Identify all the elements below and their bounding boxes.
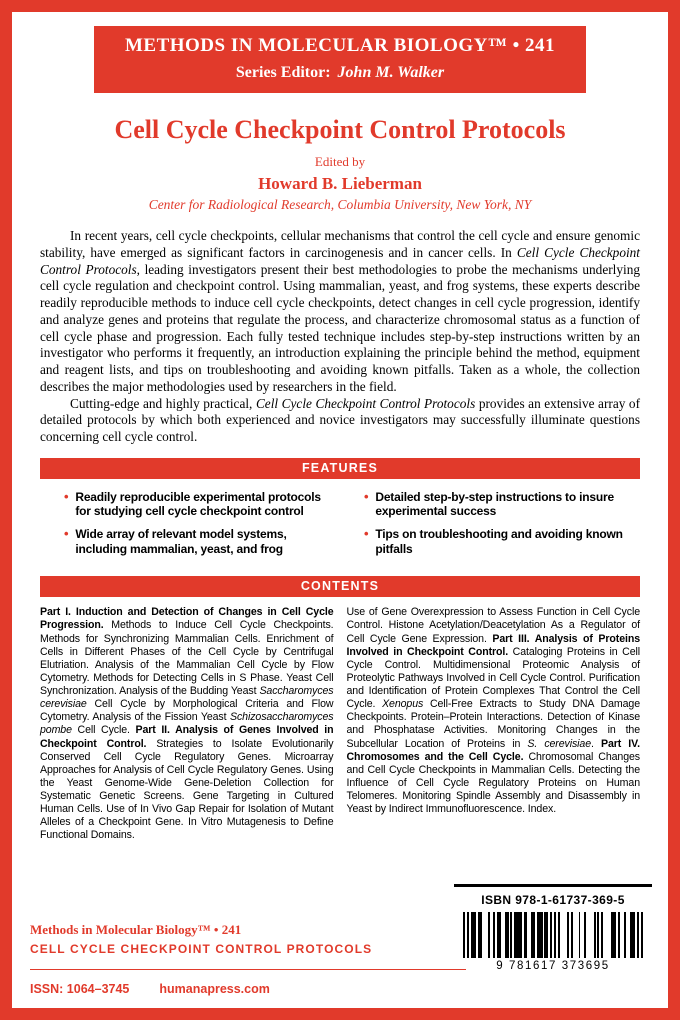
features-list xyxy=(40,490,640,565)
book-title-footer: CELL CYCLE CHECKPOINT CONTROL PROTOCOLS xyxy=(30,942,373,956)
contents-section xyxy=(40,606,640,842)
contents-right-column: Use of Gene Overexpression to Assess Function in Cell Cycle Control. Histone Acetylation/Deacetylation As a Regulator of Cell Cycle Gene Expression. Part III. Analysis of Proteins Involved in Checkpoint Control. Cataloging Proteins in Cell Cycle Control. Multidimensional Proteomic Analysis of Proteolytic Pathways Involved in Cell Cycle Control. Purification and Identification of Protein Complexes That Control the Cell Cycle. Xenopus Cell-Free Extracts to Study DNA Damage Checkpoints. Protein–Protein Interactions. Detection of Kinase and Phosphatase Activities. Monitoring Changes in the Subcellular Location of Proteins in S. cerevisiae. Part IV. Chromosomes and the Cell Cycle. Chromosomal Changes and Cell Cycle Checkpoints in Mammalian Cells. Detecting the Influence of Cell Cycle Regulatory Proteins on Human Telomeres. Monitoring Spindle Assembly and Disassembly in Yeast by Indirect Immunofluorescence. Index. xyxy=(346,606,641,816)
red-divider xyxy=(30,969,466,970)
bullet-icon: • xyxy=(364,526,369,541)
issn-row xyxy=(30,982,270,996)
feature-item-text: Wide array of relevant model systems, including mammalian, yeast, and frog xyxy=(75,527,287,556)
barcode-digits: 9 781617 373695 xyxy=(496,960,610,972)
bullet-icon: • xyxy=(364,488,369,504)
contents-heading: CONTENTS xyxy=(40,576,640,597)
isbn-block xyxy=(454,884,652,972)
features-heading: FEATURES xyxy=(40,458,640,479)
series-banner xyxy=(94,26,586,93)
feature-item-text: Detailed step-by-step instructions to insure experimental success xyxy=(375,489,614,519)
isbn-divider xyxy=(454,884,652,887)
series-editor-name: John M. Walker xyxy=(337,64,445,81)
editor-name: Howard B. Lieberman xyxy=(258,174,422,193)
features-right-column xyxy=(340,490,640,565)
series-footer xyxy=(30,922,372,956)
description-paragraph: In recent years, cell cycle checkpoints, cellular mechanisms that control the cell cycle and ensure genomic stability, have emerged as significant factors in carcinogenesis and in cancer cells. In Cell Cycle Checkpoint Control Protocols, leading investigators present their best methodologies to probe the mechanisms underlying cell cycle regulation and checkpoint control. Using mammalian, yeast, and frog systems, these experts describe readily reproducible methods to induce cell cycle checkpoints, detect changes in cell cycle progression, identify and analyze genes and proteins that regulate the process, and characterize chromosomal status as a function of cell cycle phase and progression. Each fully tested technique includes step-by-step instructions written by an investigator who performs it frequently, an introduction explaining the principle behind the method, equipment and reagent lists, and tips on troubleshooting and avoiding known pitfalls. Taken as a whole, the collection describes the major methodologies used by researchers in the field. xyxy=(40,228,641,394)
series-editor xyxy=(98,64,582,82)
feature-item-text: Tips on troubleshooting and avoiding known pitfalls xyxy=(375,527,623,556)
bullet-icon: • xyxy=(64,526,69,541)
features-left-column xyxy=(40,490,340,565)
feature-item xyxy=(364,527,634,556)
isbn-label: ISBN 978-1-61737-369-5 xyxy=(481,893,625,907)
feature-item xyxy=(64,490,334,519)
publisher-website: humanapress.com xyxy=(159,982,270,996)
bullet-icon: • xyxy=(64,488,69,504)
series-editor-label: Series Editor: xyxy=(235,64,331,81)
book-description xyxy=(40,228,640,446)
feature-item-text: Readily reproducible experimental protocols for studying cell cycle checkpoint control xyxy=(75,489,321,519)
contents-left-column: Part I. Induction and Detection of Changes in Cell Cycle Progression. Methods to Induce Cell Cycle Checkpoints. Methods for Synchronizing Mammalian Cells. Enrichment of Cells in Different Phases of the Cell Cycle by Centrifugal Elutriation. Analysis of the Mammalian Cell Cycle by Flow Cytometry. Methods for Detecting Cells in S Phase. Yeast Cell Synchronization. Analysis of the Budding Yeast Saccharomyces cerevisiae Cell Cycle by Morphological Criteria and Flow Cytometry. Analysis of the Fission Yeast Schizosaccharomyces pombe Cell Cycle. Part II. Analysis of Genes Involved in Checkpoint Control. Strategies to Isolate Evolutionarily Conserved Cell Cycle Regulatory Genes. Microarray Approaches for Analysis of Cell Cycle Regulatory Genes. Using the Yeast Genome-Wide Gene-Deletion Collection for Systematic Genetic Screens. Gene Targeting in Cultured Human Cells. Use of In Vivo Gap Repair for Isolation of Mutant Alleles of a Checkpoint Gene. In Vitro Mutagenesis to Define Functional Domains. xyxy=(40,606,334,842)
issn-label: ISSN: 1064–3745 xyxy=(30,982,130,996)
book-title: Cell Cycle Checkpoint Control Protocols xyxy=(114,115,566,144)
feature-item xyxy=(64,527,334,556)
series-title: METHODS IN MOLECULAR BIOLOGY™ • 241 xyxy=(124,35,556,56)
series-footer-line: Methods in Molecular Biology™ • 241 xyxy=(30,922,242,937)
description-paragraph: Cutting-edge and highly practical, Cell Cycle Checkpoint Control Protocols provides an extensive array of detailed protocols by which both experienced and novice investigators may successfully illuminate questions concerning cell cycle control. xyxy=(40,395,640,444)
barcode xyxy=(454,912,652,958)
edited-by-label: Edited by xyxy=(314,154,366,169)
editor-affiliation: Center for Radiological Research, Columbia University, New York, NY xyxy=(148,197,532,212)
feature-item xyxy=(364,490,634,519)
